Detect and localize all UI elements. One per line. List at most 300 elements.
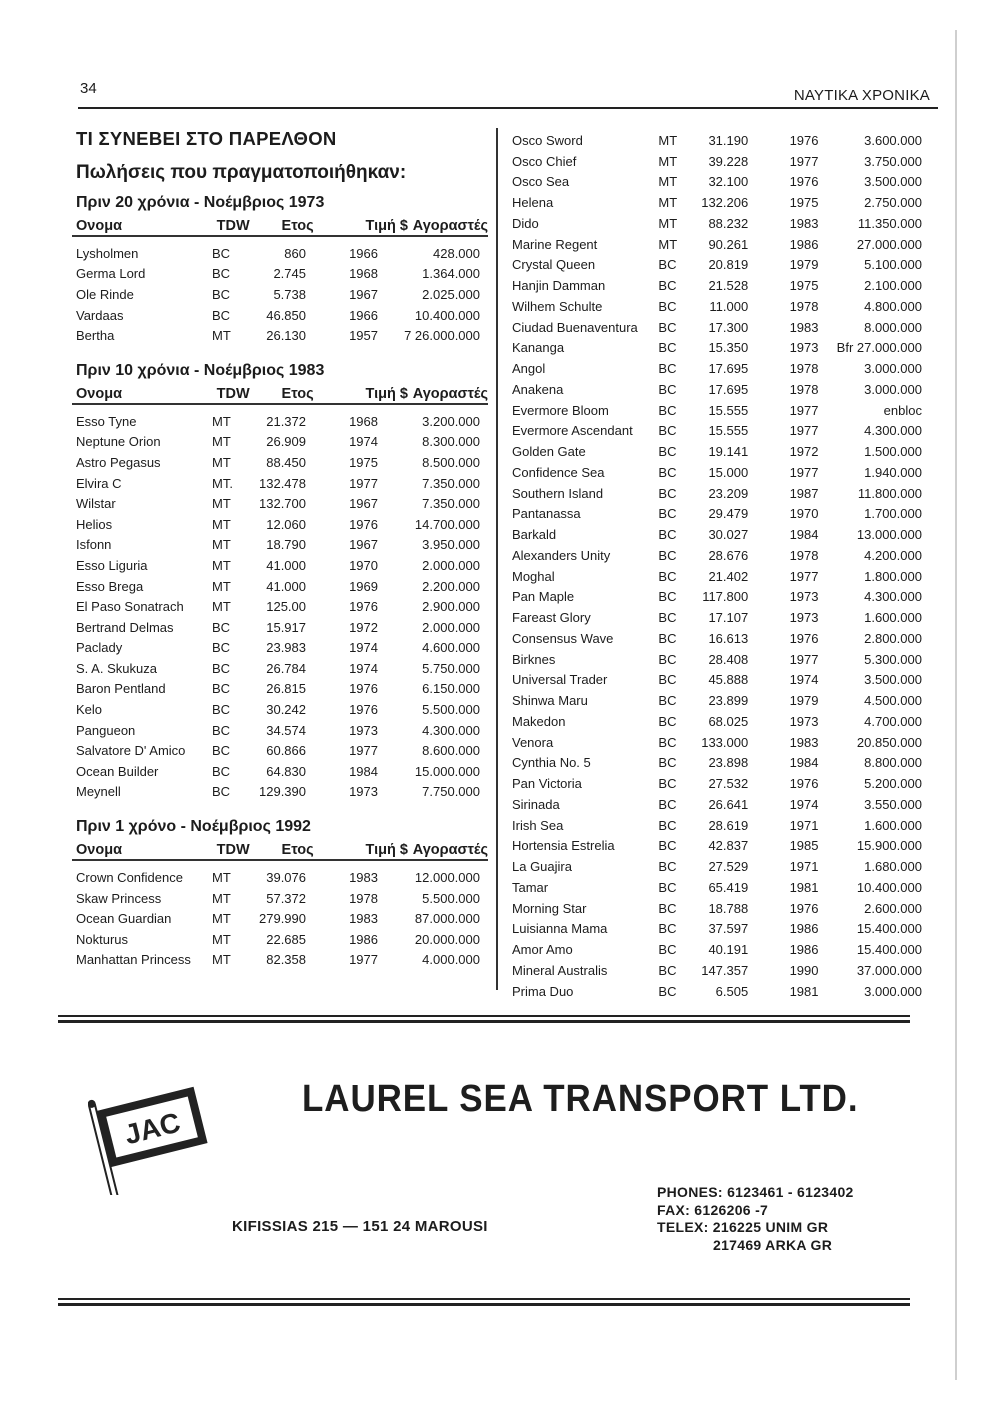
ship-tdw: 40.191 <box>708 942 749 958</box>
ship-tdw: 27.532 <box>708 776 749 792</box>
article-title: ΤΙ ΣΥΝΕΒΕΙ ΣΤΟ ΠΑΡΕΛΘΟΝ <box>76 128 337 149</box>
ship-tdw: 27.529 <box>708 859 749 875</box>
ship-tdw: 23.899 <box>708 693 749 709</box>
ship-type: BC <box>212 722 231 738</box>
ship-name: Neptune Orion <box>76 434 161 450</box>
ship-tdw: 15.917 <box>266 619 306 635</box>
ship-name: Cynthia No. 5 <box>512 755 591 771</box>
ship-tdw: 88.450 <box>266 454 306 470</box>
ship-price: 3.000.000 <box>864 983 922 999</box>
ship-name: Golden Gate <box>512 444 586 460</box>
ship-price: 1.600.000 <box>864 817 922 833</box>
col-name: Ονομα <box>76 385 122 402</box>
company-name: LAUREL SEA TRANSPORT LTD. <box>302 1078 859 1120</box>
table-row <box>512 877 922 898</box>
col-name: Ονομα <box>76 218 122 234</box>
table-row <box>512 400 922 421</box>
ship-tdw: 17.300 <box>708 319 749 335</box>
ship-year: 1977 <box>789 568 819 584</box>
section-1973 <box>72 194 492 346</box>
table-row <box>72 867 492 888</box>
ship-type: MT <box>212 328 231 344</box>
ship-name: Wilhem Schulte <box>512 298 603 314</box>
table-row <box>72 720 492 741</box>
ship-year: 1983 <box>789 319 819 335</box>
ship-name: Wilstar <box>76 496 116 512</box>
ship-type: BC <box>658 630 677 646</box>
ship-year: 1971 <box>789 817 819 833</box>
ship-name: Pan Maple <box>512 589 575 605</box>
ship-name: Bertrand Delmas <box>76 619 174 635</box>
ship-year: 1976 <box>789 174 819 190</box>
ship-price: 428.000 <box>433 245 480 261</box>
table-row <box>512 670 922 691</box>
ship-price: 8.600.000 <box>422 743 480 759</box>
ship-name: Hanjin Damman <box>512 278 606 294</box>
ship-name: Dido <box>512 215 539 231</box>
ship-type: MT <box>212 599 231 615</box>
ship-name: Ocean Guardian <box>76 911 172 927</box>
ship-tdw: 42.837 <box>708 838 749 854</box>
ship-type: MT <box>658 215 678 231</box>
ship-name: Angol <box>512 361 546 377</box>
table-header <box>72 842 488 861</box>
ship-type: MT <box>212 454 231 470</box>
ship-name: Manhattan Princess <box>76 952 191 968</box>
ship-tdw: 132.206 <box>701 195 749 211</box>
ship-price: 2.900.000 <box>422 599 480 615</box>
ship-year: 1974 <box>349 660 378 676</box>
table-row <box>512 815 922 836</box>
ship-tdw: 133.000 <box>701 734 749 750</box>
ship-tdw: 129.390 <box>259 784 306 800</box>
ship-name: Luisianna Mama <box>512 921 608 937</box>
ship-type: MT <box>658 174 678 190</box>
ship-price: 2.100.000 <box>864 278 922 294</box>
ship-type: MT <box>212 516 231 532</box>
ship-name: Mineral Australis <box>512 962 608 978</box>
ship-name: Kelo <box>76 702 103 718</box>
ship-type: BC <box>658 879 677 895</box>
ship-price: 3.600.000 <box>864 132 922 148</box>
ship-year: 1978 <box>789 381 819 397</box>
table-row <box>512 462 922 483</box>
ship-type: BC <box>658 444 677 460</box>
ship-price: 6.150.000 <box>422 681 480 697</box>
ship-price: 10.400.000 <box>414 307 480 323</box>
double-rule-top <box>58 1015 910 1023</box>
ship-year: 1972 <box>789 444 819 460</box>
ship-tdw: 39.076 <box>266 870 306 886</box>
section-1983 <box>72 362 492 802</box>
ship-tdw: 6.505 <box>715 983 749 999</box>
ship-type: MT <box>212 434 231 450</box>
ship-tdw: 18.788 <box>708 900 749 916</box>
ship-year: 1978 <box>349 890 378 906</box>
ship-tdw: 32.100 <box>708 174 749 190</box>
table-row <box>512 856 922 877</box>
ship-type: BC <box>658 547 677 563</box>
ship-year: 1979 <box>789 693 819 709</box>
ship-name: Germa Lord <box>76 266 146 282</box>
table-row <box>72 699 492 720</box>
ship-type: BC <box>658 921 677 937</box>
ship-price: 15.900.000 <box>856 838 922 854</box>
table-row <box>72 761 492 782</box>
column-divider <box>496 128 498 990</box>
ship-price: 15.400.000 <box>856 921 922 937</box>
ship-year: 1983 <box>349 870 378 886</box>
table-body <box>72 411 492 802</box>
ship-name: Evermore Bloom <box>512 402 609 418</box>
ship-price: 3.000.000 <box>864 361 922 377</box>
ship-tdw: 17.695 <box>708 361 749 377</box>
ship-name: Anakena <box>512 381 564 397</box>
ship-name: Baron Pentland <box>76 681 166 697</box>
ship-type: MT <box>212 496 231 512</box>
table-row <box>512 711 922 732</box>
ship-name: Ocean Builder <box>76 763 159 779</box>
ship-name: Bertha <box>76 328 115 344</box>
company-contact <box>657 1184 854 1254</box>
table-row <box>72 284 492 305</box>
ship-type: BC <box>658 942 677 958</box>
ship-type: MT <box>658 195 678 211</box>
ship-year: 1976 <box>789 900 819 916</box>
ship-name: Elvira C <box>76 475 122 491</box>
ship-tdw: 19.141 <box>708 444 749 460</box>
ship-type: BC <box>212 286 231 302</box>
ship-tdw: 15.350 <box>708 340 749 356</box>
page-edge-shadow <box>955 30 957 1380</box>
table-row <box>512 275 922 296</box>
ship-name: Vardaas <box>76 307 124 323</box>
ship-name: El Paso Sonatrach <box>76 599 184 615</box>
ship-year: 1976 <box>349 702 378 718</box>
ship-tdw: 68.025 <box>708 713 749 729</box>
ship-name: Crystal Queen <box>512 257 596 273</box>
ship-price: 10.400.000 <box>856 879 922 895</box>
ship-type: BC <box>658 527 677 543</box>
table-row <box>512 836 922 857</box>
ship-price: 5.750.000 <box>422 660 480 676</box>
ship-name: Ciudad Buenaventura <box>512 319 638 335</box>
ship-year: 1984 <box>789 755 819 771</box>
ship-name: Osco Sword <box>512 132 583 148</box>
ship-year: 1973 <box>789 589 819 605</box>
left-column <box>72 128 492 984</box>
ship-name: Marine Regent <box>512 236 598 252</box>
ship-year: 1974 <box>349 434 378 450</box>
ship-price: 8.500.000 <box>422 454 480 470</box>
ship-price: 3.750.000 <box>864 153 922 169</box>
table-row <box>72 596 492 617</box>
col-name: Ονομα <box>76 842 122 859</box>
table-row <box>72 555 492 576</box>
table-row <box>512 317 922 338</box>
ship-name: Birknes <box>512 651 556 667</box>
ship-type: BC <box>658 319 677 335</box>
ship-price: 4.500.000 <box>864 693 922 709</box>
ship-price: 4.700.000 <box>864 713 922 729</box>
ship-type: BC <box>212 640 231 656</box>
ship-type: BC <box>658 257 677 273</box>
ship-type: BC <box>658 983 677 999</box>
ship-type: BC <box>658 485 677 501</box>
ship-price: 2.600.000 <box>864 900 922 916</box>
ship-year: 1972 <box>349 619 378 635</box>
ship-year: 1984 <box>789 527 819 543</box>
table-row <box>512 379 922 400</box>
table-row <box>72 432 492 453</box>
ship-name: Esso Liguria <box>76 557 148 573</box>
ship-type: BC <box>658 651 677 667</box>
ship-name: Osco Sea <box>512 174 570 190</box>
ship-year: 1968 <box>349 266 378 282</box>
ship-name: Amor Amo <box>512 942 573 958</box>
ship-price: 2.750.000 <box>864 195 922 211</box>
article-subtitle: Πωλήσεις που πραγματοποιήθηκαν: <box>76 162 407 183</box>
table-row <box>72 535 492 556</box>
table-row <box>512 939 922 960</box>
ship-price: 3.550.000 <box>864 796 922 812</box>
ship-tdw: 45.888 <box>708 672 749 688</box>
ship-year: 1977 <box>349 743 378 759</box>
ship-type: BC <box>212 266 231 282</box>
section-heading: Πριν 1 χρόνο - Νοέμβριος 1992 <box>76 818 311 836</box>
ship-tdw: 26.130 <box>266 328 306 344</box>
ship-year: 1976 <box>349 599 378 615</box>
ship-price: 27.000.000 <box>856 236 922 252</box>
ship-tdw: 17.695 <box>708 381 749 397</box>
ship-price: 1.940.000 <box>864 464 922 480</box>
ship-price: 1.364.000 <box>422 266 480 282</box>
ship-price: 3.500.000 <box>864 174 922 190</box>
ship-tdw: 65.419 <box>708 879 749 895</box>
ship-tdw: 88.232 <box>708 215 749 231</box>
ship-tdw: 5.738 <box>273 286 306 302</box>
ship-year: 1967 <box>349 496 378 512</box>
ship-price: 5.200.000 <box>864 776 922 792</box>
ship-year: 1975 <box>789 195 819 211</box>
ship-price: 3.950.000 <box>422 537 480 553</box>
ship-name: Meynell <box>76 784 121 800</box>
table-row <box>512 649 922 670</box>
ship-price: 5.500.000 <box>422 702 480 718</box>
ship-name: Alexanders Unity <box>512 547 611 563</box>
ship-name: Prima Duo <box>512 983 574 999</box>
table-row <box>72 782 492 803</box>
ship-tdw: 26.641 <box>708 796 749 812</box>
table-row <box>72 929 492 950</box>
ship-year: 1977 <box>789 464 819 480</box>
ship-tdw: 31.190 <box>708 132 749 148</box>
ship-name: Esso Brega <box>76 578 144 594</box>
ship-name: Osco Chief <box>512 153 577 169</box>
telex-2: 217469 ARKA GR <box>713 1236 833 1253</box>
ship-type: BC <box>658 298 677 314</box>
ship-year: 1970 <box>789 506 819 522</box>
ship-price: 2.025.000 <box>422 286 480 302</box>
ship-type: BC <box>658 610 677 626</box>
table-header <box>72 386 488 405</box>
ship-price: 87.000.000 <box>414 911 480 927</box>
ship-type: BC <box>212 702 231 718</box>
ship-year: 1978 <box>789 298 819 314</box>
ship-year: 1976 <box>349 681 378 697</box>
ship-tdw: 26.784 <box>266 660 306 676</box>
ship-year: 1976 <box>789 776 819 792</box>
ship-year: 1967 <box>349 286 378 302</box>
table-body-continued <box>512 130 922 1002</box>
ship-year: 1977 <box>789 651 819 667</box>
ship-year: 1967 <box>349 537 378 553</box>
table-row <box>512 296 922 317</box>
ship-type: MT <box>212 931 231 947</box>
ship-price: 14.700.000 <box>414 516 480 532</box>
ship-type: BC <box>212 763 231 779</box>
table-row <box>512 213 922 234</box>
ship-price: 4.000.000 <box>422 952 480 968</box>
ship-price: 37.000.000 <box>856 962 922 978</box>
table-row <box>512 607 922 628</box>
ship-tdw: 60.866 <box>266 743 306 759</box>
col-buyers: Αγοραστές <box>412 842 489 859</box>
ship-name: Universal Trader <box>512 672 608 688</box>
ship-price: 1.600.000 <box>864 610 922 626</box>
ship-year: 1977 <box>789 153 819 169</box>
ship-year: 1985 <box>789 838 819 854</box>
ship-type: BC <box>658 962 677 978</box>
ship-year: 1977 <box>789 402 819 418</box>
ship-year: 1974 <box>789 796 819 812</box>
ship-price: 11.350.000 <box>857 215 922 231</box>
ship-tdw: 41.000 <box>266 557 306 573</box>
ship-name: Shinwa Maru <box>512 693 588 709</box>
ship-name: Irish Sea <box>512 817 564 833</box>
table-row <box>512 151 922 172</box>
table-row <box>512 794 922 815</box>
ship-type: MT <box>658 132 678 148</box>
col-tdw: TDW <box>216 842 250 859</box>
fax: FAX: 6126206 -7 <box>657 1201 769 1218</box>
ship-name: Nokturus <box>76 931 129 947</box>
ship-type: BC <box>658 859 677 875</box>
ship-price: 5.500.000 <box>422 890 480 906</box>
ship-name: Salvatore D' Amico <box>76 743 186 759</box>
col-buyers: Αγοραστές <box>412 218 489 234</box>
ship-year: 1986 <box>349 931 378 947</box>
ship-tdw: 15.555 <box>708 402 749 418</box>
ship-type: MT <box>212 911 231 927</box>
ship-price: 11.800.000 <box>857 485 922 501</box>
ship-year: 1981 <box>789 879 819 895</box>
ship-type: BC <box>658 755 677 771</box>
table-row <box>72 325 492 346</box>
ship-year: 1975 <box>349 454 378 470</box>
table-row <box>512 773 922 794</box>
table-row <box>512 545 922 566</box>
ship-year: 1976 <box>789 132 819 148</box>
ship-year: 1968 <box>349 413 378 429</box>
ship-type: BC <box>212 660 231 676</box>
ship-tdw: 132.478 <box>259 475 306 491</box>
ship-price: 5.100.000 <box>864 257 922 273</box>
ship-price: 4.300.000 <box>422 722 480 738</box>
ship-price: 1.680.000 <box>864 859 922 875</box>
ship-year: 1990 <box>789 962 819 978</box>
ship-type: BC <box>658 423 677 439</box>
ship-year: 1973 <box>349 722 378 738</box>
ship-tdw: 41.000 <box>266 578 306 594</box>
ship-year: 1966 <box>349 245 378 261</box>
table-row <box>512 192 922 213</box>
ship-price: enbloc <box>883 402 922 418</box>
ship-tdw: 26.815 <box>266 681 306 697</box>
ship-tdw: 18.790 <box>266 537 306 553</box>
table-row <box>72 452 492 473</box>
ship-year: 1977 <box>349 952 378 968</box>
telex: TELEX: 216225 UNIM GR <box>657 1219 829 1235</box>
ship-type: BC <box>658 568 677 584</box>
ship-price: 12.000.000 <box>414 870 480 886</box>
ship-type: MT <box>658 236 678 252</box>
table-row <box>512 566 922 587</box>
table-row <box>512 981 922 1002</box>
right-column <box>512 130 922 1002</box>
ship-name: Venora <box>512 734 554 750</box>
table-row <box>512 587 922 608</box>
table-row <box>72 740 492 761</box>
ship-type: BC <box>658 693 677 709</box>
ship-type: BC <box>658 672 677 688</box>
ship-name: Ole Rinde <box>76 286 134 302</box>
ship-year: 1976 <box>349 516 378 532</box>
ship-price: 20.850.000 <box>856 734 922 750</box>
table-row <box>512 234 922 255</box>
ship-name: Kananga <box>512 340 565 356</box>
ship-year: 1984 <box>349 763 378 779</box>
table-body <box>72 867 492 970</box>
ship-year: 1977 <box>789 423 819 439</box>
ship-year: 1986 <box>789 942 819 958</box>
ship-tdw: 125.00 <box>266 599 306 615</box>
col-price: Τιμή $ <box>365 385 408 402</box>
table-row <box>72 950 492 971</box>
ship-name: Pan Victoria <box>512 776 582 792</box>
ship-type: BC <box>212 245 231 261</box>
magazine-title: ΝΑΥΤΙΚΑ ΧΡΟΝΙΚΑ <box>793 87 930 104</box>
table-row <box>512 690 922 711</box>
table-row <box>512 628 922 649</box>
ship-tdw: 860 <box>284 245 306 261</box>
ship-name: Pangueon <box>76 722 136 738</box>
double-rule-bottom <box>58 1298 910 1306</box>
ship-tdw: 147.357 <box>701 962 749 978</box>
section-1992 <box>72 818 492 970</box>
ship-type: BC <box>658 402 677 418</box>
ship-type: BC <box>658 464 677 480</box>
flag-icon <box>88 1080 218 1195</box>
ship-tdw: 23.209 <box>708 485 749 501</box>
ship-tdw: 57.372 <box>266 890 306 906</box>
ship-price: 15.400.000 <box>856 942 922 958</box>
col-price: Τιμή $ <box>365 218 408 234</box>
table-row <box>512 960 922 981</box>
ship-tdw: 21.402 <box>708 568 749 584</box>
ship-type: MT <box>212 557 231 573</box>
ship-price: 4.300.000 <box>864 423 922 439</box>
